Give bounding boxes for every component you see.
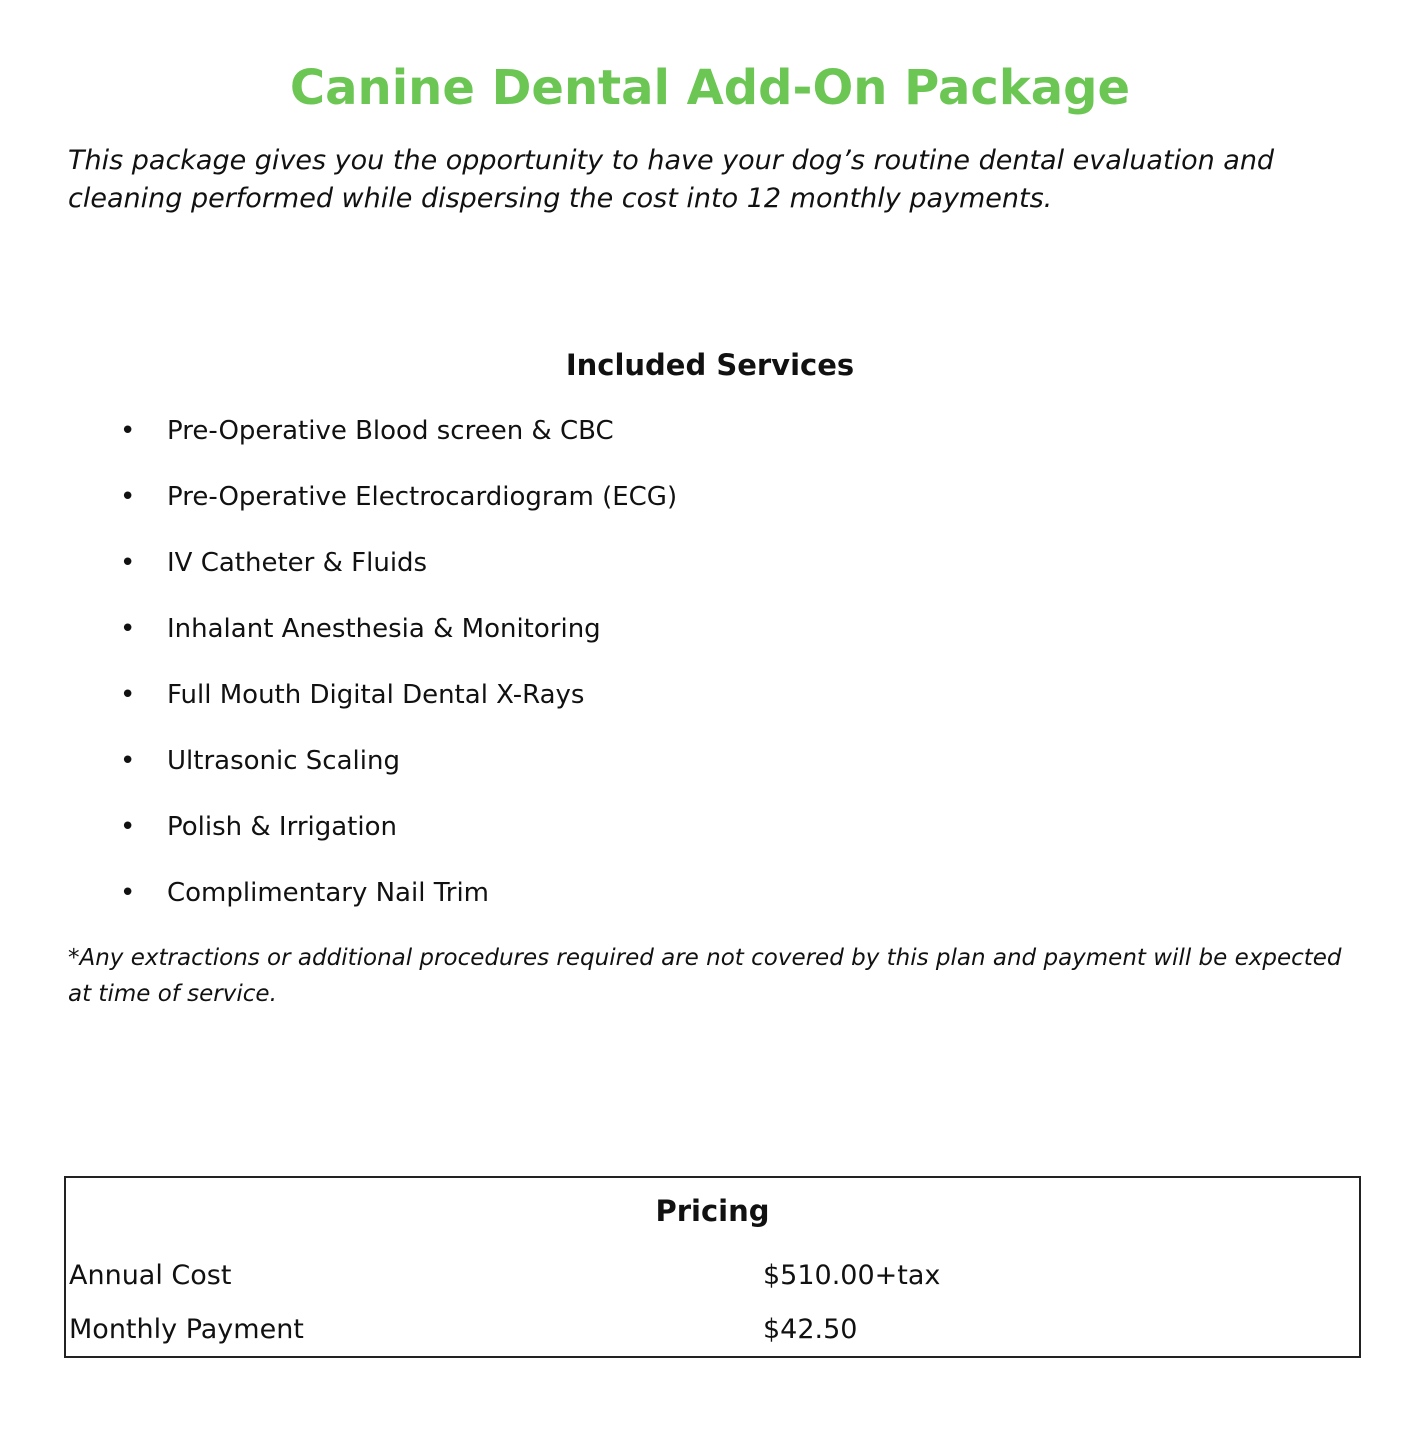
footnote: *Any extractions or additional procedures required are not covered by this plan and payment will be expected at time of service. bbox=[68, 945, 1342, 1007]
monthly-payment-label: Monthly Payment bbox=[69, 1314, 304, 1345]
page-title: Canine Dental Add-On Package bbox=[289, 60, 1131, 116]
service-label: Full Mouth Digital Dental X-Rays bbox=[167, 680, 585, 710]
bullet-icon: • bbox=[120, 680, 136, 710]
table-row bbox=[66, 1304, 1359, 1356]
pricing-table bbox=[64, 1176, 1361, 1358]
service-label: IV Catheter & Fluids bbox=[167, 548, 428, 578]
bullet-icon: • bbox=[120, 482, 136, 512]
service-label: Ultrasonic Scaling bbox=[167, 746, 400, 776]
service-label: Pre-Operative Blood screen & CBC bbox=[167, 416, 614, 446]
bullet-icon: • bbox=[120, 746, 136, 776]
bullet-icon: • bbox=[120, 416, 136, 446]
bullet-icon: • bbox=[120, 548, 136, 578]
annual-cost-label: Annual Cost bbox=[69, 1260, 232, 1291]
bullet-icon: • bbox=[120, 878, 136, 908]
service-label: Complimentary Nail Trim bbox=[167, 878, 490, 908]
service-label: Pre-Operative Electrocardiogram (ECG) bbox=[167, 482, 678, 512]
annual-cost-value: $510.00+tax bbox=[763, 1260, 941, 1291]
bullet-icon: • bbox=[120, 614, 136, 644]
intro-paragraph: This package gives you the opportunity to have your dog’s routine dental evaluation and cleaning performed while dispersing the cost into 12 monthly payments. bbox=[68, 145, 1275, 214]
service-label: Polish & Irrigation bbox=[167, 812, 397, 842]
service-label: Inhalant Anesthesia & Monitoring bbox=[167, 614, 601, 644]
monthly-payment-value: $42.50 bbox=[763, 1314, 858, 1345]
pricing-heading: Pricing bbox=[655, 1194, 770, 1228]
services-heading: Included Services bbox=[565, 348, 855, 382]
bullet-icon: • bbox=[120, 812, 136, 842]
table-row bbox=[66, 1250, 1359, 1302]
